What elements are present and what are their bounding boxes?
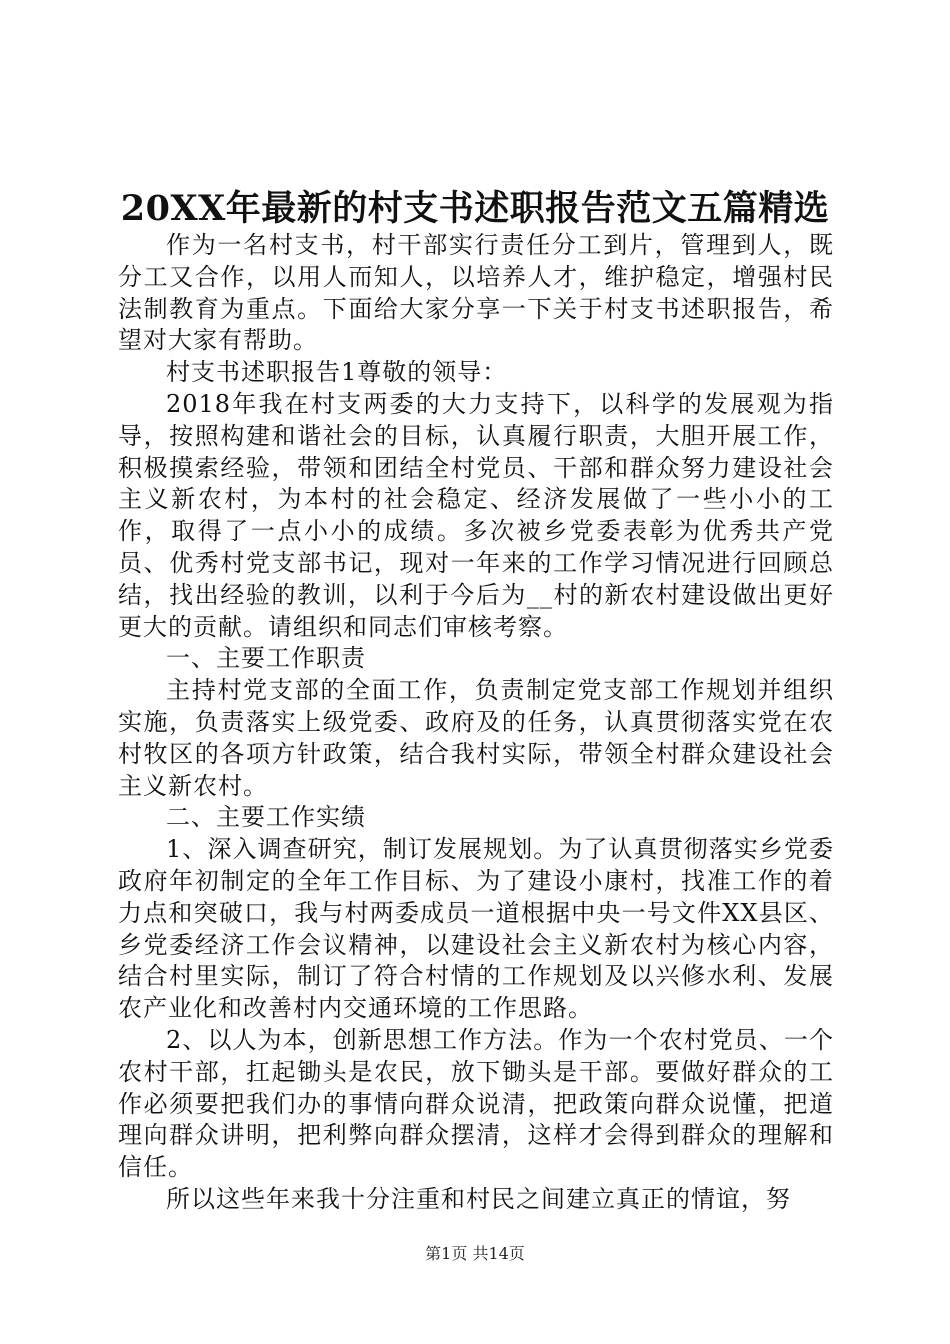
paragraph-duties: 主持村党支部的全面工作，负责制定党支部工作规划并组织实施，负责落实上级党委、政府及的任务，认真贯彻落实党在农村牧区的各项方针政策，结合我村实际，带领全村群众建设社会主义新农村。 — [118, 676, 834, 800]
section-heading-duties: 一、主要工作职责 — [166, 644, 366, 673]
paragraph-report-heading: 村支书述职报告1尊敬的领导： — [166, 358, 508, 387]
document-body — [118, 230, 834, 1216]
paragraph-intro: 作为一名村支书，村干部实行责任分工到片，管理到人，既分工又合作，以用人而知人，以培养人才，维护稳定，增强村民法制教育为重点。下面给大家分享一下关于村支书述职报告，希望对大家有帮助。 — [118, 231, 834, 355]
document-title: 20XX年最新的村支书述职报告范文五篇精选 — [120, 188, 830, 229]
paragraph-continuation: 所以这些年来我十分注重和村民之间建立真正的情谊，努 — [166, 1184, 791, 1213]
paragraph-summary: 2018年我在村支两委的大力支持下，以科学的发展观为指导，按照构建和谐社会的目标，认真履行职责，大胆开展工作，积极摸索经验，带领和团结全村党员、干部和群众努力建设社会主义新农村，为本村的社会稳定、经济发展做了一些小小的工作，取得了一点小小的成绩。多次被乡党委表彰为优秀共产党员、优秀村党支部书记，现对一年来的工作学习情况进行回顾总结，找出经验的教训，以利于今后为__村的新农村建设做出更好更大的贡献。请组织和同志们审核考察。 — [118, 389, 834, 641]
paragraph-achievement-2: 2、以人为本，创新思想工作方法。作为一个农村党员、一个农村干部，扛起锄头是农民，放下锄头是干部。要做好群众的工作必须要把我们办的事情向群众说清，把政策向群众说懂，把道理向群众讲明，把利弊向群众摆清，这样才会得到群众的理解和信任。 — [118, 1025, 834, 1182]
section-heading-achievements: 二、主要工作实绩 — [166, 803, 366, 832]
page-number-footer: 第1页 共14页 — [425, 1244, 525, 1263]
paragraph-achievement-1: 1、深入调查研究，制订发展规划。为了认真贯彻落实乡党委政府年初制定的全年工作目标、为了建设小康村，找准工作的着力点和突破口，我与村两委成员一道根据中央一号文件XX县区、乡党委经济工作会议精神，以建设社会主义新农村为核心内容，结合村里实际，制订了符合村情的工作规划及以兴修水利、发展农产业化和改善村内交通环境的工作思路。 — [118, 835, 834, 1023]
